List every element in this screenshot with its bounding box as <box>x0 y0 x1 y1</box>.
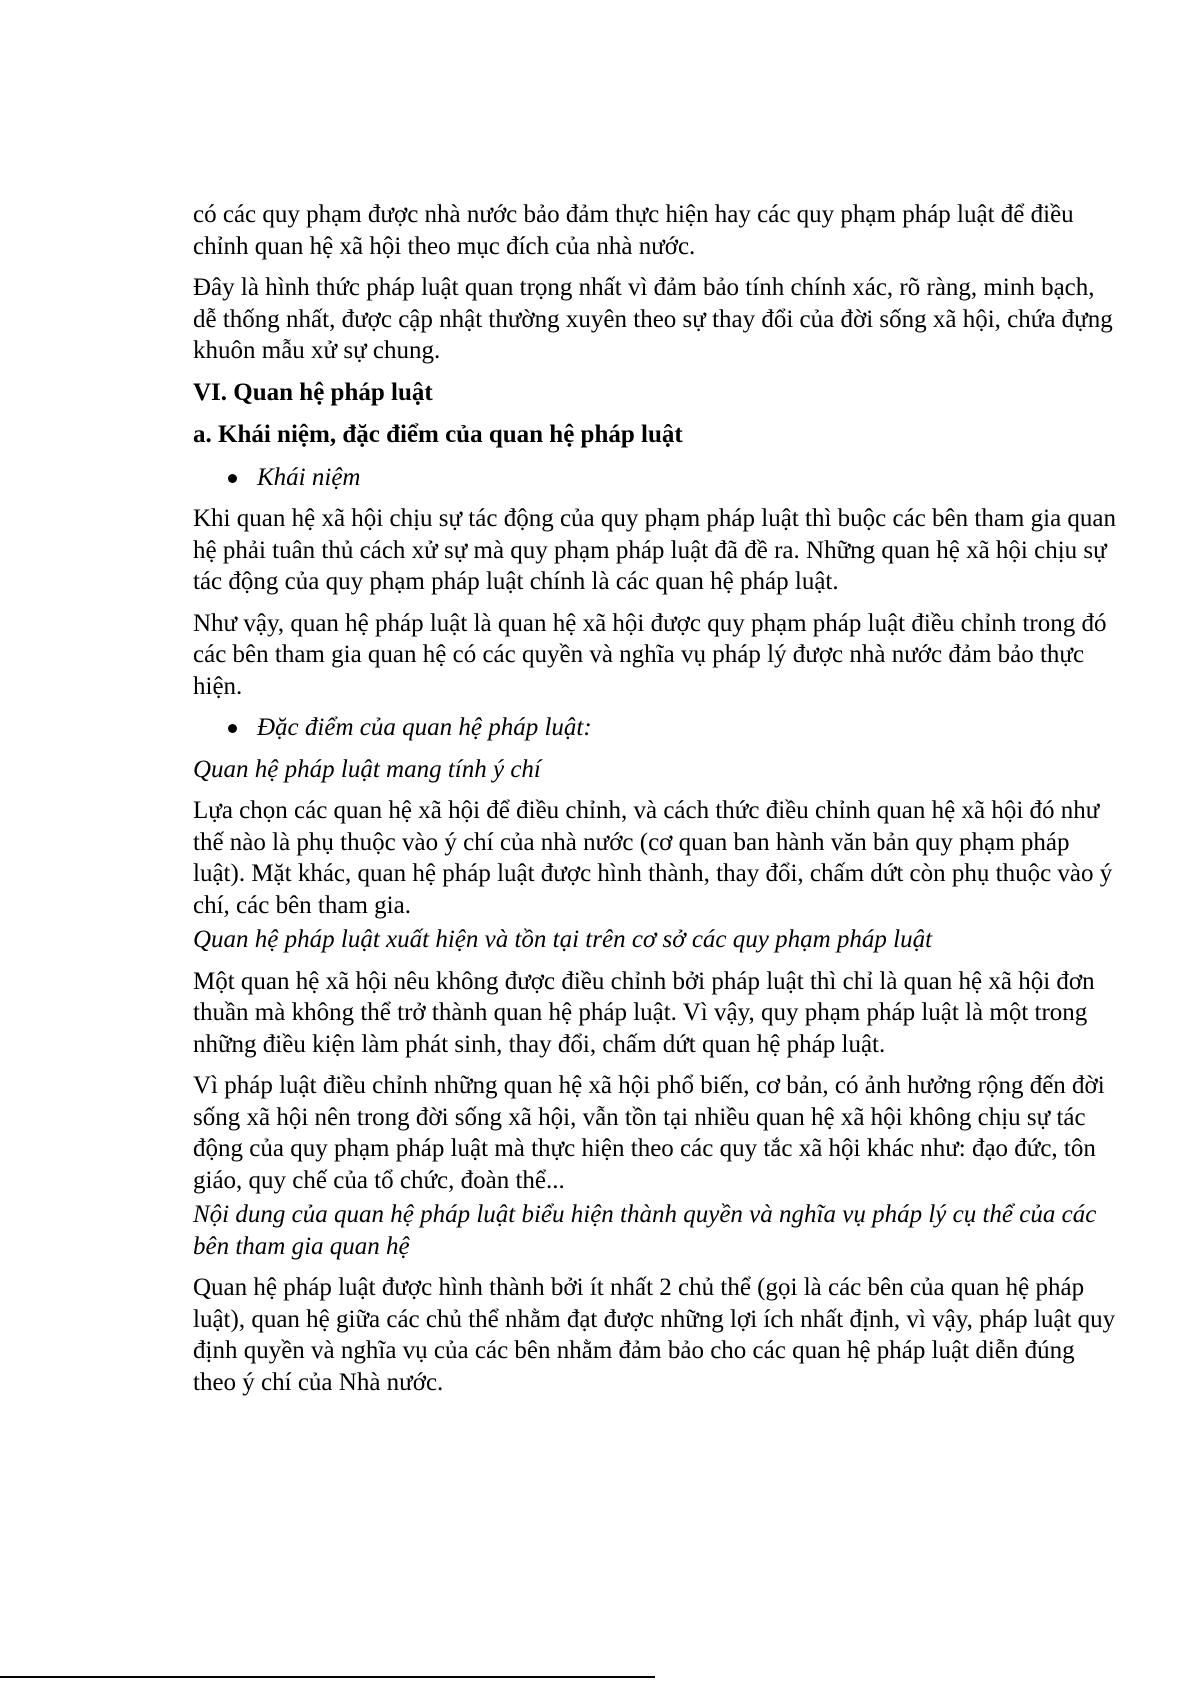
italic-subheading-3: Nội dung của quan hệ pháp luật biểu hiện thành quyền và nghĩa vụ pháp lý cụ thể của các bên tham gia quan hệ <box>193 1201 1097 1260</box>
paragraph-6: Một quan hệ xã hội nêu không được điều chỉnh bởi pháp luật thì chỉ là quan hệ xã hội đơn thuần mà không thể trở thành quan hệ pháp luật. Vì vậy, quy phạm pháp luật là một trong những điều kiện làm phát sinh, thay đổi, chấm dứt quan hệ pháp luật. <box>193 967 1095 1058</box>
paragraph-4: Như vậy, quan hệ pháp luật là quan hệ xã hội được quy phạm pháp luật điều chỉnh trong đó các bên tham gia quan hệ có các quyền và nghĩa vụ pháp lý được nhà nước đảm bảo thực hiện. <box>193 609 1107 700</box>
bullet-item-dac-diem <box>193 712 1123 744</box>
paragraph-1: có các quy phạm được nhà nước bảo đảm thực hiện hay các quy phạm pháp luật để điều chỉnh quan hệ xã hội theo mục đích của nhà nước. <box>193 201 1074 260</box>
paragraph-7: Vì pháp luật điều chỉnh những quan hệ xã hội phổ biến, cơ bản, có ảnh hưởng rộng đến đời sống xã hội nên trong đời sống xã hội, vẫn tồn tại nhiều quan hệ xã hội không chịu sự tác động của quy phạm pháp luật mà thực hiện theo các quy tắc xã hội khác như: đạo đức, tôn giáo, quy chế của tổ chức, đoàn thể... <box>193 1072 1105 1194</box>
paragraph-8: Quan hệ pháp luật được hình thành bởi ít nhất 2 chủ thể (gọi là các bên của quan hệ pháp luật), quan hệ giữa các chủ thể nhằm đạt được những lợi ích nhất định, vì vậy, pháp luật quy định quyền và nghĩa vụ của các bên nhằm đảm bảo cho các quan hệ pháp luật diễn đúng theo ý chí của Nhà nước. <box>193 1274 1116 1396</box>
bullet-label: Khái niệm <box>257 463 361 491</box>
bullet-item-khai-niem <box>193 462 1123 494</box>
bullet-label: Đặc điểm của quan hệ pháp luật: <box>257 714 592 741</box>
bullet-icon <box>228 474 237 483</box>
paragraph-5: Lựa chọn các quan hệ xã hội để điều chỉnh, và cách thức điều chỉnh quan hệ xã hội đó như thế nào là phụ thuộc vào ý chí của nhà nước (cơ quan ban hành văn bản quy phạm pháp luật). Mặt khác, quan hệ pháp luật được hình thành, thay đổi, chấm dứt còn phụ thuộc vào ý chí, các bên tham gia. <box>193 797 1113 919</box>
italic-subheading-1: Quan hệ pháp luật mang tính ý chí <box>193 755 541 783</box>
footer-divider <box>0 1676 655 1678</box>
page-content <box>193 199 1123 1408</box>
bullet-icon <box>228 724 237 733</box>
subsection-heading: a. Khái niệm, đặc điểm của quan hệ pháp luật <box>193 421 683 448</box>
section-heading: VI. Quan hệ pháp luật <box>193 378 433 406</box>
paragraph-3: Khi quan hệ xã hội chịu sự tác động của quy phạm pháp luật thì buộc các bên tham gia quan hệ phải tuân thủ cách xử sự mà quy phạm pháp luật đã đề ra. Những quan hệ xã hội chịu sự tác động của quy phạm pháp luật chính là các quan hệ pháp luật. <box>193 505 1117 595</box>
italic-subheading-2: Quan hệ pháp luật xuất hiện và tồn tại trên cơ sở các quy phạm pháp luật <box>193 926 933 953</box>
paragraph-2: Đây là hình thức pháp luật quan trọng nhất vì đảm bảo tính chính xác, rõ ràng, minh bạch, dễ thống nhất, được cập nhật thường xuyên theo sự thay đổi của đời sống xã hội, chứa đựng khuôn mẫu xử sự chung. <box>193 274 1113 364</box>
